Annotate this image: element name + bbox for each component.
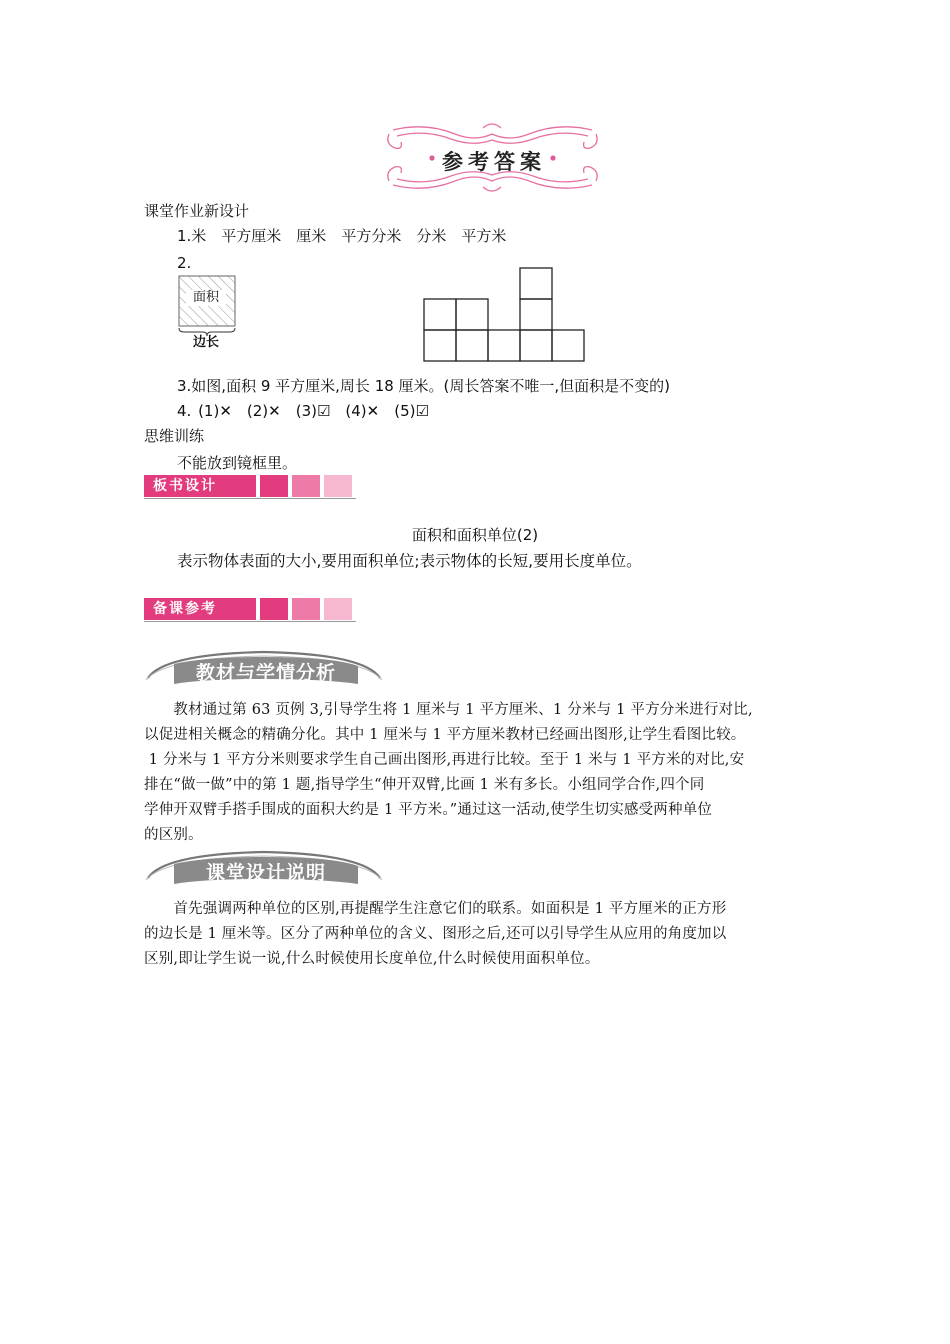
analysis-line: 学伸开双臂手搭手围成的面积大约是 1 平方米。”通过这一活动,使学生切实感受两种单位 [144, 802, 713, 818]
design-line: 区别,即让学生说一说,什么时候使用长度单位,什么时候使用面积单位。 [144, 951, 600, 967]
tab-underline [144, 498, 356, 499]
design-ribbon [144, 848, 384, 888]
board-design-tab [144, 475, 356, 499]
answer-q1: 1.米 平方厘米 厘米 平方分米 分米 平方米 [177, 227, 507, 245]
analysis-ribbon [144, 648, 384, 688]
section-heading-homework: 课堂作业新设计 [144, 202, 250, 220]
tab-square-dark [260, 598, 288, 620]
thinking-answer: 不能放到镜框里。 [177, 454, 298, 472]
analysis-paragraph [144, 698, 824, 848]
prep-reference-tab [144, 598, 356, 624]
analysis-line: 以促进相关概念的精确分化。其中 1 厘米与 1 平方厘米教材已经画出图形,让学生看图比较。 [144, 727, 746, 743]
tab-square-mid [292, 598, 320, 620]
board-line: 表示物体表面的大小,要用面积单位;表示物体的长短,要用长度单位。 [177, 552, 642, 570]
analysis-line: 的区别。 [144, 827, 203, 843]
design-paragraph [144, 897, 824, 972]
board-design-tab-label: 板书设计 [144, 475, 256, 497]
analysis-line: 排在“做一做”中的第 1 题,指导学生“伸开双臂,比画 1 米有多长。小组同学合作,四个同 [144, 777, 705, 793]
board-title: 面积和面积单位(2) [411, 526, 539, 544]
tab-square-mid [292, 475, 320, 497]
analysis-heading: 教材与学情分析 [195, 662, 336, 684]
figure-side-label: 边长 [192, 335, 219, 350]
square-grid-figure [423, 266, 588, 362]
analysis-line: 教材通过第 63 页例 3,引导学生将 1 厘米与 1 平方厘米、1 分米与 1 平方分米进行对比, [144, 702, 753, 718]
tab-square-light [324, 475, 352, 497]
section-heading-thinking: 思维训练 [144, 427, 205, 445]
design-line: 首先强调两种单位的区别,再提醒学生注意它们的联系。如面积是 1 平方厘米的正方形 [144, 901, 727, 917]
figure-area-label: 面积 [186, 290, 226, 306]
answer-q2-label: 2. [177, 254, 192, 272]
tab-square-dark [260, 475, 288, 497]
analysis-line: 1 分米与 1 平方分米则要求学生自己画出图形,再进行比较。至于 1 米与 1 平方米的对比,安 [144, 752, 745, 768]
prep-reference-tab-label: 备课参考 [144, 598, 256, 620]
banner-title: 参考答案 [442, 149, 546, 174]
answer-q3: 3.如图,面积 9 平方厘米,周长 18 厘米。(周长答案不唯一,但面积是不变的) [177, 377, 671, 395]
design-line: 的边长是 1 厘米等。区分了两种单位的含义、图形之后,还可以引导学生从应用的角度加以 [144, 926, 727, 942]
tab-square-light [324, 598, 352, 620]
tab-underline [144, 621, 356, 622]
design-heading: 课堂设计说明 [205, 862, 326, 884]
answer-q4: 4. (1)✕ (2)✕ (3)☑ (4)✕ (5)☑ [177, 402, 429, 420]
